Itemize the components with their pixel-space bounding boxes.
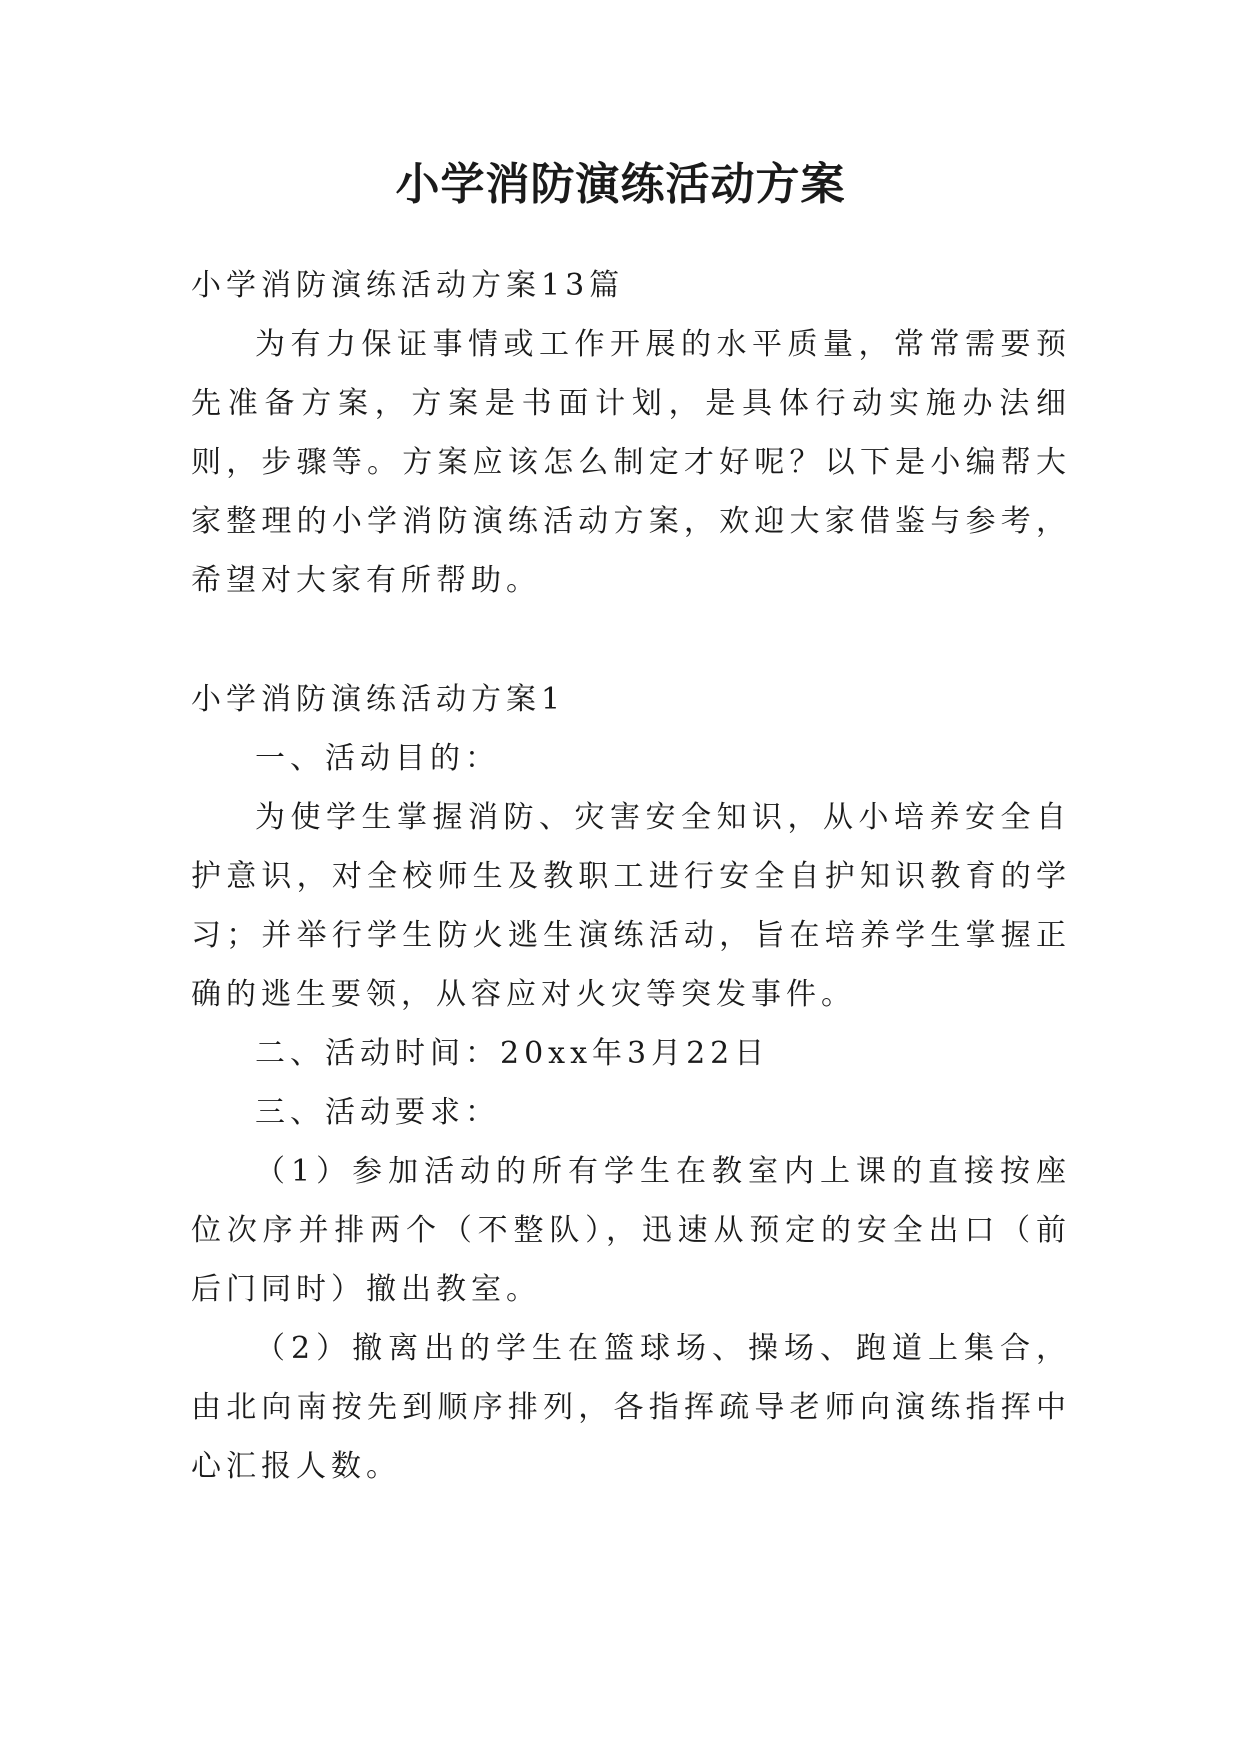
collection-heading: 小学消防演练活动方案13篇 — [191, 268, 625, 303]
intro-section — [191, 256, 1071, 610]
requirement-1: （1）参加活动的所有学生在教室内上课的直接按座位次序并排两个（不整队），迅速从预定的安全出口（前后门同时）撤出教室。 — [191, 1154, 1071, 1307]
section-1 — [191, 670, 1071, 1496]
purpose-paragraph: 为使学生掌握消防、灾害安全知识，从小培养安全自护意识，对全校师生及教职工进行安全自护知识教育的学习；并举行学生防火逃生演练活动，旨在培养学生掌握正确的逃生要领，从容应对火灾等突发事件。 — [191, 800, 1071, 1012]
requirement-2: （2）撤离出的学生在篮球场、操场、跑道上集合，由北向南按先到顺序排列，各指挥疏导老师向演练指挥中心汇报人数。 — [191, 1331, 1071, 1484]
intro-paragraph: 为有力保证事情或工作开展的水平质量，常常需要预先准备方案，方案是书面计划，是具体行动实施办法细则，步骤等。方案应该怎么制定才好呢？以下是小编帮大家整理的小学消防演练活动方案，欢迎大家借鉴与参考，希望对大家有所帮助。 — [191, 327, 1071, 598]
requirements-label: 三、活动要求： — [255, 1095, 500, 1130]
document-title: 小学消防演练活动方案 — [395, 159, 846, 210]
time-line: 二、活动时间：20xx年3月22日 — [255, 1036, 770, 1071]
purpose-label: 一、活动目的： — [255, 741, 500, 776]
section-heading: 小学消防演练活动方案1 — [191, 682, 566, 717]
